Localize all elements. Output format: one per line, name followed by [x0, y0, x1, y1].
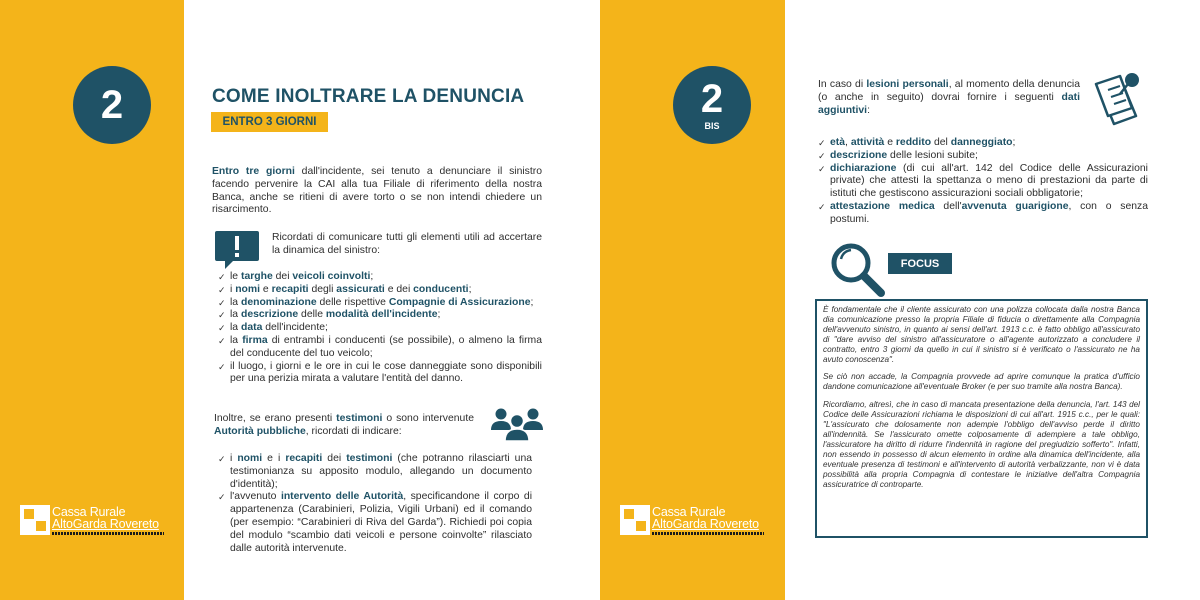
section-number-badge-bis: 2 BIS: [673, 66, 751, 144]
details-checklist: [218, 271, 542, 386]
page-title: COME INOLTRARE LA DENUNCIA: [212, 86, 525, 107]
intro-paragraph: Entro tre giorni dall'incidente, sei tenuto a denunciare il sinistro facendo pervenire la CAI alla tua Filiale di riferimento della nostra Banca, anche se ritieni di avere torto o se non intendi chiedere un risarcimento.: [212, 166, 542, 216]
list-item: ✓ attestazione medica dell'avvenuta guarigione, con o senza postumi.: [818, 201, 1148, 227]
list-item: ✓ la denominazione delle rispettive Compagnie di Assicurazione;: [218, 297, 542, 310]
focus-label: FOCUS: [888, 253, 952, 274]
additional-data-checklist: [818, 137, 1148, 227]
magnifier-icon: [829, 241, 887, 297]
list-item: ✓ dichiarazione (di cui all'art. 142 del Codice delle Assicurazioni private) che attesti la spettanza o meno di prestazioni da parte di istituti che gestiscono assicurazioni sociali obbligatorie;: [818, 163, 1148, 201]
bank-logo-right: Cassa Rurale AltoGarda Rovereto: [620, 505, 780, 545]
list-item: ✓ le targhe dei veicoli coinvolti;: [218, 271, 542, 284]
focus-paragraph: Se ciò non accade, la Compagnia provvede ad aprire comunque la pratica d'ufficio dandone comunicazione all'eventuale Broker (e per suo tramite alla nostra Banca).: [823, 372, 1140, 392]
focus-box: [815, 299, 1148, 538]
reminder-text: Ricordati di comunicare tutti gli elementi utili ad accertare la dinamica del sinistro:: [272, 232, 542, 256]
witness-paragraph: Inoltre, se erano presenti testimoni o sono intervenute Autorità pubbliche, ricordati di indicare:: [214, 413, 474, 437]
list-item: ✓ la firma di entrambi i conducenti (se possibile), o almeno la firma del conducente del tuo veicolo;: [218, 335, 542, 361]
alert-icon: [213, 229, 261, 273]
pinned-note-icon: [1092, 70, 1148, 126]
bank-logo: Cassa Rurale AltoGarda Rovereto: [20, 505, 180, 545]
people-group-icon: [489, 406, 545, 442]
list-item: ✓ i nomi e i recapiti dei testimoni (che potranno rilasciarti una testimonianza su apposito modulo, allegando un documento d'identità);: [218, 453, 532, 491]
section-number-badge: 2: [73, 66, 151, 144]
witness-checklist: [218, 453, 532, 555]
list-item: ✓ l'avvenuto intervento delle Autorità, specificandone il corpo di appartenenza (Carabinieri, Polizia, Vigili Urbani) ed il comando (per esempio: “Carabinieri di Riva del Garda”). Richiedi poi copia del modulo “scambio dati veicoli e persone coinvolte” rilasciato dalle autorità intervenute.: [218, 491, 532, 555]
list-item: ✓ i nomi e recapiti degli assicurati e dei conducenti;: [218, 284, 542, 297]
list-item: ✓ descrizione delle lesioni subite;: [818, 150, 1148, 163]
list-item: ✓ la descrizione delle modalità dell'incidente;: [218, 309, 542, 322]
list-item: ✓ il luogo, i giorni e le ore in cui le cose danneggiate sono disponibili per una perizia mirata a valutare l'entità del danno.: [218, 361, 542, 387]
focus-paragraph: Ricordiamo, altresì, che in caso di mancata presentazione della denuncia, l'art. 143 del Codice delle Assicurazioni richiama le disposizioni di cui all'art. 1915 c.c., per le quali: "L'assicurato che dolosamente non adempie l'obbligo dell'avviso perde il diritto all'indennità. Se l'assicurato omette colposamente di adempiere a tale obbligo, l'assicuratore ha diritto di ridurre l'indennità in ragione del pregiudizio sofferto". Infatti, non essendo in possesso di alcun elemento in ordine alla dinamica dell'incidente, alla eventuale presenza di testimoni e all'intervento di autorità verbalizzante, non vi è data possibilità alla propria Compagnia di contestare le iniziative dell'altra Compagnia assicuratrice di controparte.: [823, 400, 1140, 489]
injury-intro: In caso di lesioni personali, al momento della denuncia (o anche in seguito) dovrai fornire i seguenti dati aggiuntivi:: [818, 79, 1080, 116]
deadline-badge: ENTRO 3 GIORNI: [211, 112, 328, 132]
focus-paragraph: È fondamentale che il cliente assicurato con una polizza collocata dalla nostra Banca dia comunicazione presso la propria Filiale di fiducia o direttamente alla Compagnia dell'avvenuto sinistro, in quanto ai sensi dell'art. 1913 c.c. è fatto obbligo all'assicurato di "dare avviso del sinistro all'assicuratore o all'agente autorizzato a concludere il contratto, entro 3 giorni da quello in cui il sinistro si è verificato o l'assicurato ne ha avuto conoscenza".: [823, 305, 1140, 364]
list-item: ✓ età, attività e reddito del danneggiato;: [818, 137, 1148, 150]
list-item: ✓ la data dell'incidente;: [218, 322, 542, 335]
